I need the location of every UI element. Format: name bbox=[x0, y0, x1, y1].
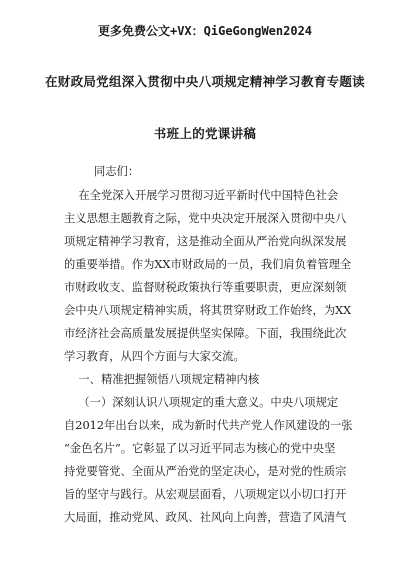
document-title-line-1: 在财政局党组深入贯彻中央八项规定精神学习教育专题读 bbox=[44, 74, 365, 89]
body-line: 市财政收支、监督财税政策执行等重要职责，更应深刻领 bbox=[64, 281, 347, 294]
body-line: 持党要管党、全面从严治党的坚定决心，是对党的性质宗 bbox=[64, 465, 347, 478]
body-line: 大局面，推动党风、政风、社风向上向善，营造了风清气 bbox=[64, 511, 347, 524]
salutation: 同志们： bbox=[94, 165, 140, 178]
body-line: 在全党深入开展学习贯彻习近平新时代中国特色社会 bbox=[64, 189, 339, 202]
body-line: （一）深刻认识八项规定的重大意义。中央八项规定 bbox=[64, 396, 339, 409]
body-line: 自2012年出台以来，成为新时代共产党人作风建设的一张 bbox=[64, 419, 353, 432]
promo-header: 更多免费公文+VX：QiGeGongWen2024 bbox=[97, 24, 313, 38]
body-line: 市经济社会高质量发展提供坚实保障。下面，我围绕此次 bbox=[64, 327, 347, 340]
body-line: 的重要举措。作为XX市财政局的一员，我们肩负着管理全 bbox=[64, 258, 352, 271]
body-line: “金色名片”。它彰显了以习近平同志为核心的党中央坚 bbox=[64, 442, 336, 455]
document-title-line-2: 书班上的党课讲稿 bbox=[153, 126, 257, 141]
section-heading: 一、精准把握领悟八项规定精神内核 bbox=[64, 373, 260, 386]
body-line: 项规定精神学习教育，这是推动全面从严治党向纵深发展 bbox=[64, 235, 347, 248]
body-line: 会中央八项规定精神实质，将其贯穿财政工作始终，为XX bbox=[64, 304, 352, 317]
body-line: 主义思想主题教育之际，党中央决定开展深入贯彻中央八 bbox=[64, 212, 347, 225]
body-line: 学习教育，从四个方面与大家交流。 bbox=[64, 350, 245, 363]
body-line: 旨的坚守与践行。从宏观层面看，八项规定以小切口打开 bbox=[64, 488, 347, 501]
body-paragraphs bbox=[64, 184, 356, 529]
